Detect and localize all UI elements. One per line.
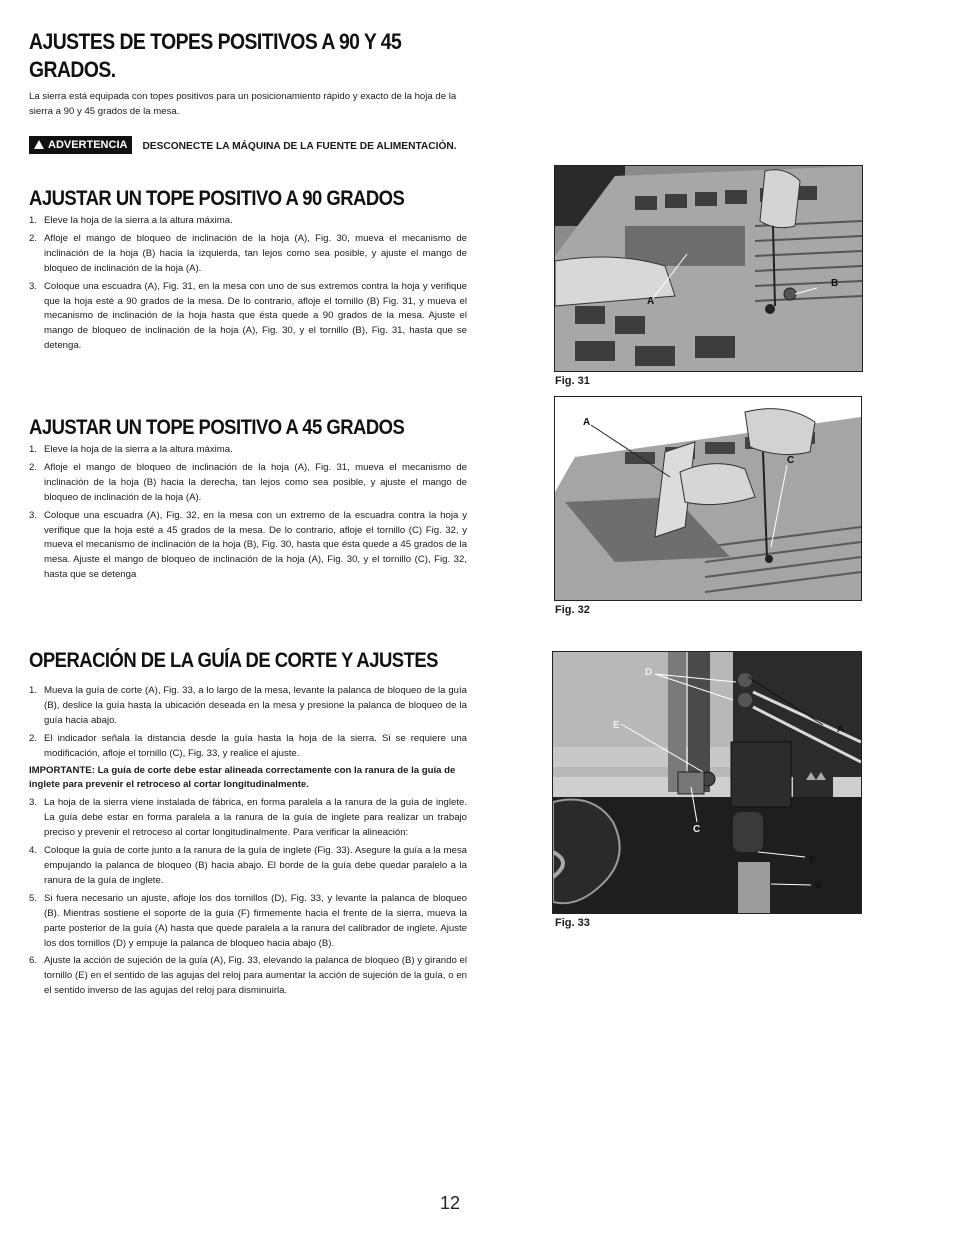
list-item: 2. Afloje el mango de bloqueo de inclinación de la hoja (A), Fig. 31, mueva el mecanismo de inclinación de la hoja (B) hacia la derecha, tan lejos como sea posible, y ajuste el mango de bloqueo de inclinación de la hoja (A). — [29, 461, 467, 503]
page-number: 12 — [440, 1193, 461, 1213]
list-item: 4. Coloque la guía de corte junto a la ranura de la guía de inglete (Fig. 33). Asegure la guía a la mesa empujando la palanca de bloqueo (B) hacia abajo. El borde de la guía debe quedar paralelo a la ranura de la guía de inglete. — [29, 845, 467, 886]
figure-31-photo — [554, 165, 863, 372]
list-item: 2. El indicador señala la distancia desde la guía hasta la hoja de la sierra. Si se requiere una modificación, afloje el tornillo (C), Fig. 33, y realice el ajuste. — [29, 732, 467, 759]
warning-label: ADVERTENCIA — [48, 139, 128, 151]
list-item: 3. Coloque una escuadra (A), Fig. 32, en la mesa con un extremo de la escuadra contra la hoja y verifique que la hoja esté a 45 grados de la mesa. De lo contrario, afloje el tornillo (C) Fig. 32, y mueva el mecanismo de inclinación de la hoja (B), Fig. 30, hasta que ésta quede a 45 grados de la mesa. Ajuste el mango de bloqueo de inclinación de la hoja (A), Fig. 30, y el tornillo (C), Fig. 32, hasta que se detenga — [29, 509, 467, 581]
figure-32-photo — [554, 396, 862, 601]
steps-90-grados — [29, 214, 467, 354]
callout-a: A — [837, 724, 845, 735]
section-title-guia-corte: OPERACIÓN DE LA GUÍA DE CORTE Y AJUSTES — [29, 649, 438, 672]
steps-guia-corte-b — [29, 796, 467, 999]
callout-c: C — [693, 824, 701, 835]
warning-badge — [29, 136, 132, 154]
section-guia-corte — [29, 648, 467, 999]
warning-triangle-icon — [34, 140, 44, 149]
callout-b: B — [815, 880, 823, 891]
list-item: 1. Mueva la guía de corte (A), Fig. 33, a lo largo de la mesa, levante la palanca de bloqueo de la guía (B), deslice la guía hasta la ubicación deseada en la mesa y presione la palanca de bloqueo de la guía hacia abajo. — [29, 685, 467, 726]
list-item: 3. Coloque una escuadra (A), Fig. 31, en la mesa con uno de sus extremos contra la hoja y verifique que la hoja esté a 90 grados de la mesa. De lo contrario, afloje el tornillo (B) Fig. 31, y mueva el mecanismo de inclinación de la hoja hasta que ésta quede a 90 grados de la mesa. Ajuste el mango de bloqueo de inclinación de la hoja (A), Fig. 30, y el tornillo (B), Fig. 31, hasta que se detenga. — [29, 280, 467, 352]
figure-32-caption: Fig. 32 — [555, 604, 590, 616]
steps-guia-corte-a — [29, 684, 467, 762]
intro-text: La sierra está equipada con topes positivos para un posicionamiento rápido y exacto de la hoja de la sierra a 90 y 45 grados de la mesa. — [29, 91, 457, 117]
section-45-grados — [29, 415, 467, 583]
list-item: 6. Ajuste la acción de sujeción de la guía (A), Fig. 33, elevando la palanca de bloqueo (B) y girando el tornillo (E) en el sentido de las agujas del reloj para aumentar la acción de sujeción de la guía, o en el sentido inverso de las agujas del reloj para disminuirla. — [29, 955, 467, 997]
callout-c: C — [787, 455, 795, 466]
callout-d: D — [645, 667, 653, 678]
section-ajustes-topes — [29, 28, 467, 84]
callout-a: A — [647, 296, 655, 307]
section-90-grados — [29, 186, 467, 354]
list-item: 1. Eleve la hoja de la sierra a la altura máxima. — [29, 444, 233, 455]
figure-31-illustration — [555, 166, 862, 371]
figure-32-illustration — [555, 397, 861, 600]
section-title-90-grados: AJUSTAR UN TOPE POSITIVO A 90 GRADOS — [29, 187, 405, 210]
list-item: 5. Si fuera necesario un ajuste, afloje los dos tornillos (D), Fig. 33, y levante la palanca de bloqueo (B). Mientras sostiene el soporte de la guía (F) firmemente hacia el frente de la sierra, mueva la parte posterior de la guía (A) hasta que quede paralela a la ranura del calibrador de inglete. Ajuste los dos tornillos (D) y empuje la palanca de bloqueo hacia abajo (B). — [29, 892, 467, 949]
section-title-ajustes-topes: AJUSTES DE TOPES POSITIVOS A 90 Y 45 GRADOS. — [29, 29, 402, 82]
important-note: IMPORTANTE: La guía de corte debe estar alineada correctamente con la ranura de la guía de inglete para prevenir el retroceso al cortar longitudinalmente. — [29, 764, 456, 791]
callout-a: A — [583, 417, 591, 428]
callout-f: F — [809, 855, 816, 866]
intro-paragraph — [29, 90, 467, 120]
section-title-45-grados: AJUSTAR UN TOPE POSITIVO A 45 GRADOS — [29, 416, 405, 439]
list-item: 3. La hoja de la sierra viene instalada de fábrica, en forma paralela a la ranura de la guía de inglete. La guía debe estar en forma paralela a la ranura de la guía de inglete para realizar un trabajo preciso y prevenir el retroceso al cortar longitudinalmente. Para verificar la alineación: — [29, 797, 467, 839]
callout-e: E — [613, 720, 620, 731]
steps-45-grados — [29, 443, 467, 583]
figure-31-caption: Fig. 31 — [555, 375, 590, 387]
warning-block — [29, 136, 467, 157]
callout-b: B — [831, 278, 839, 289]
figure-33-illustration — [553, 652, 861, 913]
list-item: 1. Eleve la hoja de la sierra a la altura máxima. — [29, 215, 233, 226]
figure-33-photo — [552, 651, 862, 914]
figure-33-caption: Fig. 33 — [555, 917, 590, 929]
warning-text: DESCONECTE LA MÁQUINA DE LA FUENTE DE ALIMENTACIÓN. — [142, 141, 457, 152]
list-item: 2. Afloje el mango de bloqueo de inclinación de la hoja (A), Fig. 30, mueva el mecanismo de inclinación de la hoja (B) hacia la izquierda, tan lejos como sea posible, y ajuste el mango de bloqueo de inclinación de la hoja (A). — [29, 232, 467, 274]
